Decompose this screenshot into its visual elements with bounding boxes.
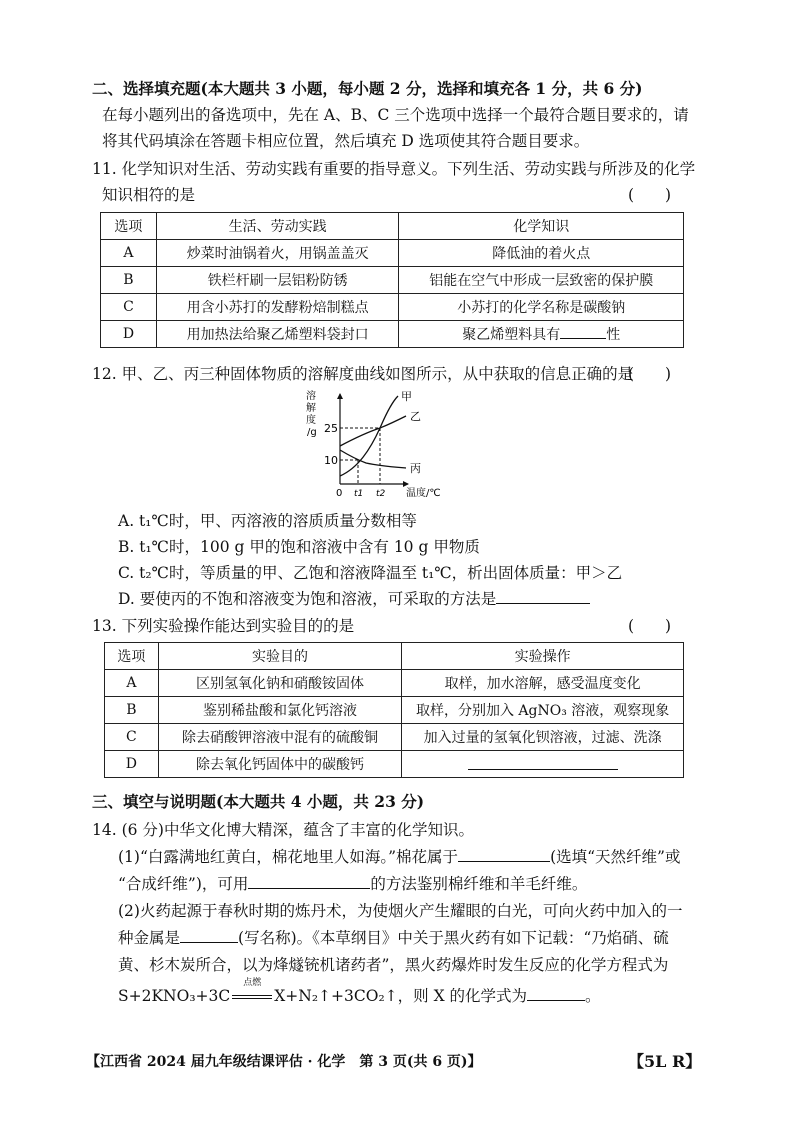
table-row bbox=[101, 267, 684, 294]
q13-row-d-goal: 除去氧化钙固体中的碳酸钙 bbox=[158, 751, 401, 778]
q11-table-header bbox=[101, 213, 684, 240]
q11-row-b-knowledge: 铝能在空气中形成一层致密的保护膜 bbox=[399, 267, 684, 294]
graph-label-jia: 甲 bbox=[401, 390, 412, 403]
q11-header-practice: 生活、劳动实践 bbox=[156, 213, 399, 240]
graph-label-yi: 乙 bbox=[410, 410, 421, 423]
q11-row-a-option: A bbox=[101, 240, 157, 267]
q14-part1-line1 bbox=[118, 845, 680, 867]
q13-row-c-operation: 加入过量的氢氧化钡溶液，过滤、洗涤 bbox=[402, 724, 684, 751]
q11-row-d-option: D bbox=[101, 321, 157, 348]
graph-tick-10: 10 bbox=[324, 454, 338, 467]
q14-equation-arrow bbox=[230, 978, 274, 1005]
q14-part1-text-a: (1)“白露满地红黄白，棉花地里人如海。”棉花属于 bbox=[118, 848, 459, 866]
q14-part1-text-b: (选填“天然纤维”或 bbox=[550, 848, 681, 866]
q14-formula-blank[interactable] bbox=[527, 986, 585, 1001]
q14-equation-right: X+N₂↑+3CO₂↑，则 X 的化学式为 bbox=[274, 987, 528, 1005]
q12-option-a: A. t₁℃时，甲、丙溶液的溶质质量分数相等 bbox=[118, 512, 417, 530]
q11-row-c-option: C bbox=[101, 294, 157, 321]
q11-row-d-knowledge-post: 性 bbox=[606, 327, 621, 343]
q14-equation-end: 。 bbox=[585, 987, 601, 1005]
q11-row-d-knowledge bbox=[399, 321, 684, 348]
q12-option-d-text: D. 要使丙的不饱和溶液变为饱和溶液，可采取的方法是 bbox=[118, 590, 497, 608]
q12-option-d bbox=[118, 587, 590, 609]
q11-table bbox=[100, 212, 684, 348]
curve-bing bbox=[340, 450, 406, 468]
q12-stem: 12. 甲、乙、丙三种固体物质的溶解度曲线如图所示，从中获取的信息正确的是 bbox=[92, 365, 634, 383]
table-row bbox=[101, 294, 684, 321]
section2-instruction-line2: 将其代码填涂在答题卡相应位置，然后填充 D 选项使其符合题目要求。 bbox=[102, 132, 590, 150]
q11-row-c-practice: 用含小苏打的发酵粉焙制糕点 bbox=[156, 294, 399, 321]
q11-header-knowledge: 化学知识 bbox=[399, 213, 684, 240]
q13-row-c-option: C bbox=[105, 724, 159, 751]
q11-row-b-option: B bbox=[101, 267, 157, 294]
graph-tick-25: 25 bbox=[324, 422, 338, 435]
q13-d-fill-blank[interactable] bbox=[468, 755, 618, 770]
q13-answer-paren: ( ) bbox=[628, 617, 672, 635]
graph-label-bing: 丙 bbox=[410, 462, 421, 475]
graph-tick-t1: t1 bbox=[354, 489, 364, 499]
q13-header-option: 选项 bbox=[105, 643, 159, 670]
graph-ylabel-2: 解 bbox=[306, 403, 316, 414]
q11-stem-line1: 11. 化学知识对生活、劳动实践有重要的指导意义。下列生活、劳动实践与所涉及的化学 bbox=[92, 160, 696, 178]
table-row bbox=[105, 697, 684, 724]
q14-stem: 14. (6 分)中华文化博大精深，蕴含了丰富的化学知识。 bbox=[92, 821, 474, 839]
q12-option-c: C. t₂℃时，等质量的甲、乙饱和溶液降温至 t₁℃，析出固体质量：甲＞乙 bbox=[118, 564, 623, 582]
table-row bbox=[101, 240, 684, 267]
q14-part1-text-d: 的方法鉴别棉纤维和羊毛纤维。 bbox=[370, 875, 588, 893]
q14-fiber-type-blank[interactable] bbox=[458, 847, 550, 862]
q13-header-goal: 实验目的 bbox=[158, 643, 401, 670]
q13-row-b-operation: 取样，分别加入 AgNO₃ 溶液，观察现象 bbox=[402, 697, 684, 724]
q11-row-c-knowledge: 小苏打的化学名称是碳酸钠 bbox=[399, 294, 684, 321]
q11-row-a-knowledge: 降低油的着火点 bbox=[399, 240, 684, 267]
q12-d-fill-blank[interactable] bbox=[496, 589, 590, 604]
q14-metal-blank[interactable] bbox=[180, 928, 238, 943]
q12-solubility-graph bbox=[300, 388, 470, 506]
graph-xlabel: 温度/℃ bbox=[406, 488, 441, 499]
q14-equation-condition: 点燃 bbox=[243, 978, 262, 988]
q11-row-d-practice: 用加热法给聚乙烯塑料袋封口 bbox=[156, 321, 399, 348]
q13-row-a-operation: 取样，加水溶解，感受温度变化 bbox=[402, 670, 684, 697]
q14-part1-line2 bbox=[118, 872, 587, 894]
graph-origin: 0 bbox=[336, 488, 343, 499]
q11-row-b-practice: 铁栏杆刷一层铝粉防锈 bbox=[156, 267, 399, 294]
section2-heading: 二、选择填充题(本大题共 3 小题，每小题 2 分，选择和填充各 1 分，共 6 分) bbox=[92, 79, 643, 98]
q14-part2-line3: 黄、杉木炭所合，以为烽燧铳机诸药者”，黑火药爆炸时发生反应的化学方程式为 bbox=[118, 956, 669, 974]
q14-part2-text-c: (写名称)。《本草纲目》中关于黑火药有如下记载：“乃焰硝、硫 bbox=[238, 929, 669, 947]
q12-option-b: B. t₁℃时，100 g 甲的饱和溶液中含有 10 g 甲物质 bbox=[118, 538, 480, 556]
q11-header-option: 选项 bbox=[101, 213, 157, 240]
q11-row-d-knowledge-pre: 聚乙烯塑料具有 bbox=[462, 327, 561, 343]
q14-part1-text-c: “合成纤维”)，可用 bbox=[118, 875, 249, 893]
q11-d-fill-blank[interactable] bbox=[560, 324, 606, 339]
q13-table-header bbox=[105, 643, 684, 670]
q13-row-a-option: A bbox=[105, 670, 159, 697]
q13-row-c-goal: 除去硝酸钾溶液中混有的硫酸铜 bbox=[158, 724, 401, 751]
q14-equation-line bbox=[118, 978, 601, 1006]
graph-tick-t2: t2 bbox=[376, 489, 386, 499]
q14-method-blank[interactable] bbox=[248, 874, 370, 889]
q13-header-operation: 实验操作 bbox=[402, 643, 684, 670]
q14-part2-line1: (2)火药起源于春秋时期的炼丹术，为使烟火产生耀眼的白光，可向火药中加入的一 bbox=[118, 902, 683, 920]
q11-answer-paren: ( ) bbox=[628, 186, 672, 204]
section3-heading: 三、填空与说明题(本大题共 4 小题，共 23 分) bbox=[92, 792, 425, 811]
table-row bbox=[105, 724, 684, 751]
graph-ylabel-1: 溶 bbox=[306, 391, 316, 402]
q13-row-b-option: B bbox=[105, 697, 159, 724]
graph-ylabel-4: /g bbox=[307, 427, 317, 438]
section2-instruction-line1: 在每小题列出的备选项中，先在 A、B、C 三个选项中选择一个最符合题目要求的，请 bbox=[102, 106, 689, 124]
table-row bbox=[101, 321, 684, 348]
q13-row-b-goal: 鉴别稀盐酸和氯化钙溶液 bbox=[158, 697, 401, 724]
table-row bbox=[105, 670, 684, 697]
q12-answer-paren: ( ) bbox=[628, 365, 672, 383]
table-row bbox=[105, 751, 684, 778]
q13-stem: 13. 下列实验操作能达到实验目的的是 bbox=[92, 617, 355, 635]
page-footer-code: 【5L R】 bbox=[628, 1052, 702, 1071]
q13-row-d-option: D bbox=[105, 751, 159, 778]
q11-row-a-practice: 炒菜时油锅着火，用锅盖盖灭 bbox=[156, 240, 399, 267]
q13-row-d-operation bbox=[402, 751, 684, 778]
page-footer-left: 【江西省 2024 届九年级结课评估 · 化学 第 3 页(共 6 页)】 bbox=[86, 1054, 482, 1070]
q13-row-a-goal: 区别氢氧化钠和硝酸铵固体 bbox=[158, 670, 401, 697]
q14-equation-left: S+2KNO₃+3C bbox=[118, 987, 231, 1005]
q14-part2-line2 bbox=[118, 926, 669, 948]
q14-part2-text-b: 种金属是 bbox=[118, 929, 181, 947]
q13-table bbox=[104, 642, 684, 778]
q11-stem-line2: 知识相符的是 bbox=[102, 186, 196, 204]
graph-ylabel-3: 度 bbox=[306, 415, 316, 426]
